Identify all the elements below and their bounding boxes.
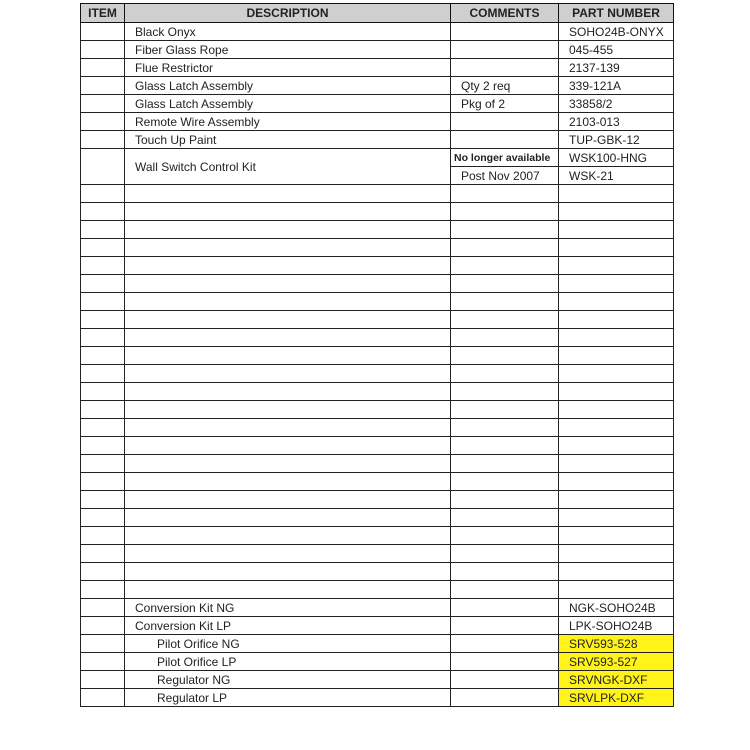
empty-cell	[451, 221, 559, 239]
description-cell: Pilot Orifice NG	[125, 635, 451, 653]
empty-row	[81, 419, 674, 437]
empty-cell	[559, 275, 674, 293]
empty-cell	[559, 239, 674, 257]
item-cell	[81, 131, 125, 149]
empty-cell	[81, 455, 125, 473]
empty-cell	[125, 185, 451, 203]
empty-cell	[125, 509, 451, 527]
empty-cell	[125, 527, 451, 545]
part-number-cell: TUP-GBK-12	[559, 131, 674, 149]
item-cell	[81, 599, 125, 617]
description-cell: Regulator LP	[125, 689, 451, 707]
description-cell: Conversion Kit LP	[125, 617, 451, 635]
empty-cell	[81, 473, 125, 491]
empty-cell	[125, 455, 451, 473]
empty-cell	[451, 257, 559, 275]
empty-cell	[81, 419, 125, 437]
comments-cell	[451, 599, 559, 617]
part-number-cell: SOHO24B-ONYX	[559, 23, 674, 41]
empty-cell	[125, 239, 451, 257]
empty-cell	[559, 257, 674, 275]
description-cell: Wall Switch Control Kit	[125, 149, 451, 185]
comments-cell	[451, 23, 559, 41]
empty-cell	[125, 581, 451, 599]
empty-cell	[81, 185, 125, 203]
empty-rows	[81, 185, 674, 599]
comments-cell	[451, 671, 559, 689]
comments-cell	[451, 131, 559, 149]
empty-cell	[559, 509, 674, 527]
empty-cell	[559, 311, 674, 329]
item-cell	[81, 149, 125, 185]
empty-cell	[125, 401, 451, 419]
part-number-cell: 2103-013	[559, 113, 674, 131]
empty-row	[81, 473, 674, 491]
parts-table	[80, 3, 674, 707]
part-number-cell: SRV593-527	[559, 653, 674, 671]
comments-cell	[451, 59, 559, 77]
comments-cell	[451, 41, 559, 59]
table-row	[81, 689, 674, 707]
parts-list-sheet	[80, 3, 673, 707]
empty-cell	[451, 581, 559, 599]
empty-cell	[81, 275, 125, 293]
table-row	[81, 59, 674, 77]
table-row	[81, 599, 674, 617]
description-cell: Flue Restrictor	[125, 59, 451, 77]
description-cell: Glass Latch Assembly	[125, 95, 451, 113]
part-number-cell: SRV593-528	[559, 635, 674, 653]
comments-cell	[451, 689, 559, 707]
comments-cell: No longer available	[451, 149, 559, 167]
empty-cell	[125, 437, 451, 455]
comments-cell	[451, 635, 559, 653]
description-cell: Black Onyx	[125, 23, 451, 41]
table-row	[81, 113, 674, 131]
item-cell	[81, 41, 125, 59]
empty-cell	[559, 203, 674, 221]
empty-cell	[559, 329, 674, 347]
item-cell	[81, 23, 125, 41]
empty-row	[81, 293, 674, 311]
empty-row	[81, 221, 674, 239]
empty-cell	[451, 275, 559, 293]
comments-cell: Qty 2 req	[451, 77, 559, 95]
part-number-cell: NGK-SOHO24B	[559, 599, 674, 617]
empty-cell	[451, 239, 559, 257]
empty-cell	[125, 563, 451, 581]
empty-cell	[81, 437, 125, 455]
empty-cell	[559, 383, 674, 401]
item-cell	[81, 671, 125, 689]
table-row	[81, 23, 674, 41]
empty-cell	[125, 329, 451, 347]
empty-cell	[81, 203, 125, 221]
description-cell: Fiber Glass Rope	[125, 41, 451, 59]
table-row	[81, 653, 674, 671]
description-header: DESCRIPTION	[125, 4, 451, 23]
empty-row	[81, 563, 674, 581]
empty-cell	[559, 473, 674, 491]
empty-cell	[559, 221, 674, 239]
empty-row	[81, 329, 674, 347]
empty-cell	[81, 545, 125, 563]
part-number-cell: WSK100-HNG	[559, 149, 674, 167]
item-cell	[81, 77, 125, 95]
empty-cell	[81, 509, 125, 527]
description-cell: Pilot Orifice LP	[125, 653, 451, 671]
empty-row	[81, 311, 674, 329]
empty-row	[81, 491, 674, 509]
empty-cell	[559, 527, 674, 545]
empty-cell	[451, 365, 559, 383]
empty-cell	[81, 491, 125, 509]
empty-row	[81, 365, 674, 383]
part-number-header: PART NUMBER	[559, 4, 674, 23]
empty-cell	[125, 311, 451, 329]
empty-row	[81, 527, 674, 545]
empty-row	[81, 257, 674, 275]
empty-cell	[559, 545, 674, 563]
empty-cell	[559, 365, 674, 383]
description-cell: Regulator NG	[125, 671, 451, 689]
item-cell	[81, 95, 125, 113]
empty-row	[81, 275, 674, 293]
empty-cell	[451, 545, 559, 563]
empty-cell	[451, 347, 559, 365]
empty-cell	[125, 221, 451, 239]
empty-row	[81, 509, 674, 527]
empty-cell	[81, 329, 125, 347]
empty-cell	[81, 347, 125, 365]
empty-cell	[81, 563, 125, 581]
table-row	[81, 41, 674, 59]
table-row	[81, 149, 674, 167]
table-row	[81, 635, 674, 653]
empty-cell	[125, 293, 451, 311]
empty-cell	[451, 527, 559, 545]
empty-cell	[125, 419, 451, 437]
empty-cell	[125, 257, 451, 275]
empty-cell	[81, 365, 125, 383]
empty-cell	[451, 401, 559, 419]
item-cell	[81, 59, 125, 77]
empty-row	[81, 383, 674, 401]
empty-cell	[81, 527, 125, 545]
header-row	[81, 4, 674, 23]
part-number-cell: LPK-SOHO24B	[559, 617, 674, 635]
empty-row	[81, 203, 674, 221]
empty-cell	[81, 383, 125, 401]
table-row	[81, 671, 674, 689]
part-number-cell: 2137-139	[559, 59, 674, 77]
empty-row	[81, 581, 674, 599]
comments-cell	[451, 113, 559, 131]
comments-cell	[451, 617, 559, 635]
description-cell: Remote Wire Assembly	[125, 113, 451, 131]
empty-cell	[125, 365, 451, 383]
empty-cell	[559, 293, 674, 311]
empty-row	[81, 455, 674, 473]
empty-cell	[559, 563, 674, 581]
description-cell: Conversion Kit NG	[125, 599, 451, 617]
empty-cell	[451, 293, 559, 311]
table-row	[81, 95, 674, 113]
part-number-cell: 045-455	[559, 41, 674, 59]
empty-cell	[451, 437, 559, 455]
empty-cell	[81, 311, 125, 329]
empty-cell	[451, 509, 559, 527]
empty-cell	[125, 275, 451, 293]
empty-cell	[125, 491, 451, 509]
empty-cell	[559, 455, 674, 473]
empty-row	[81, 545, 674, 563]
empty-cell	[451, 563, 559, 581]
table-row	[81, 617, 674, 635]
empty-cell	[559, 347, 674, 365]
empty-cell	[559, 401, 674, 419]
empty-row	[81, 401, 674, 419]
part-number-cell: SRVNGK-DXF	[559, 671, 674, 689]
empty-cell	[81, 239, 125, 257]
part-number-cell: 339-121A	[559, 77, 674, 95]
empty-cell	[451, 329, 559, 347]
description-cell: Glass Latch Assembly	[125, 77, 451, 95]
empty-cell	[559, 581, 674, 599]
empty-row	[81, 437, 674, 455]
comments-header: COMMENTS	[451, 4, 559, 23]
part-number-cell: WSK-21	[559, 167, 674, 185]
empty-cell	[81, 581, 125, 599]
empty-cell	[559, 419, 674, 437]
empty-cell	[451, 185, 559, 203]
item-cell	[81, 617, 125, 635]
empty-cell	[559, 491, 674, 509]
empty-cell	[81, 257, 125, 275]
item-cell	[81, 653, 125, 671]
empty-cell	[451, 419, 559, 437]
empty-cell	[451, 311, 559, 329]
item-cell	[81, 689, 125, 707]
table-row	[81, 77, 674, 95]
empty-cell	[81, 401, 125, 419]
item-cell	[81, 113, 125, 131]
empty-cell	[451, 455, 559, 473]
empty-cell	[81, 293, 125, 311]
description-cell: Touch Up Paint	[125, 131, 451, 149]
comments-cell: Post Nov 2007	[451, 167, 559, 185]
empty-cell	[125, 203, 451, 221]
empty-cell	[81, 221, 125, 239]
empty-cell	[125, 473, 451, 491]
comments-cell: Pkg of 2	[451, 95, 559, 113]
empty-cell	[559, 185, 674, 203]
empty-cell	[451, 383, 559, 401]
empty-row	[81, 239, 674, 257]
empty-cell	[559, 437, 674, 455]
part-number-cell: 33858/2	[559, 95, 674, 113]
empty-cell	[125, 347, 451, 365]
item-header: ITEM	[81, 4, 125, 23]
empty-cell	[125, 383, 451, 401]
empty-cell	[451, 473, 559, 491]
empty-cell	[125, 545, 451, 563]
empty-cell	[451, 203, 559, 221]
empty-cell	[451, 491, 559, 509]
empty-row	[81, 185, 674, 203]
item-cell	[81, 635, 125, 653]
table-row	[81, 131, 674, 149]
part-number-cell: SRVLPK-DXF	[559, 689, 674, 707]
empty-row	[81, 347, 674, 365]
comments-cell	[451, 653, 559, 671]
